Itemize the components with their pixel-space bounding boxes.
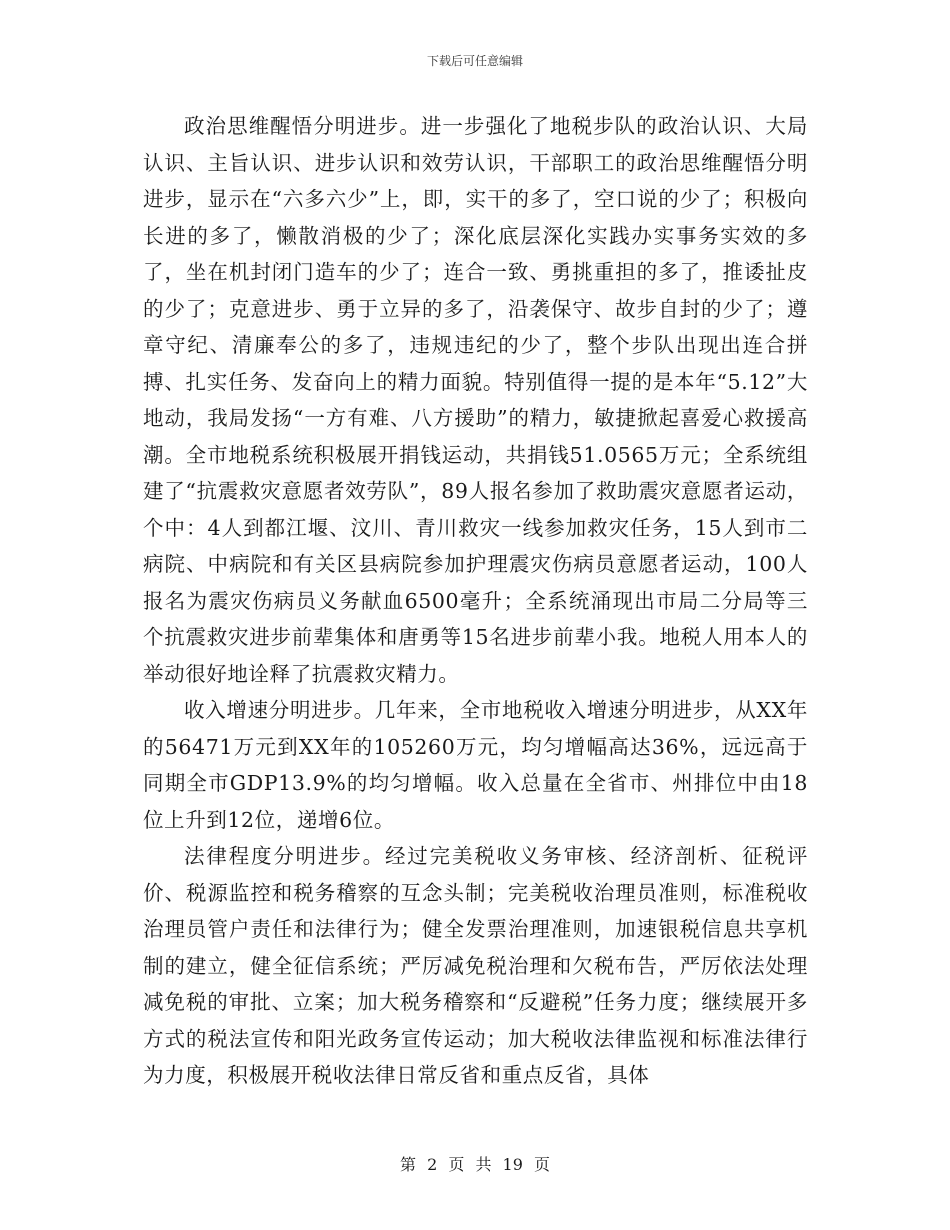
paragraph-law-enforcement: 法律程度分明进步。经过完美税收义务审核、经济剖析、征税评价、税源监控和税务稽察的互念头制；完美税收治理员准则，标准税收治理员管户责任和法律行为；健全发票治理准则，加速银税信息共享机制的建立，健全征信系统；严厉减免税治理和欠税布告，严厉依法处理减免税的审批、立案；加大税务稽察和“反避税”任务力度；继续展开多方式的税法宣传和阳光政务宣传运动；加大税收法律监视和标准法律行为力度，积极展开税收法律日常反省和重点反省，具体 (143, 844, 808, 1087)
document-body (143, 108, 808, 1094)
header-note: 下载后可任意编辑 (426, 54, 523, 68)
page-number-footer: 第 2 页 共 19 页 (400, 1155, 550, 1174)
paragraph-political-awareness: 政治思维醒悟分明进步。进一步强化了地税步队的政治认识、大局认识、主旨认识、进步认识和效劳认识，干部职工的政治思维醒悟分明进步，显示在“六多六少”上，即，实干的多了，空口说的少了；积极向长进的多了，懒散消极的少了；深化底层深化实践办实事务实效的多了，坐在机封闭门造车的少了；连合一致、勇挑重担的多了，推诿扯皮的少了；克意进步、勇于立异的多了，沿袭保守、故步自封的少了；遵章守纪、清廉奉公的多了，违规违纪的少了，整个步队出现出连合拼搏、扎实任务、发奋向上的精力面貌。特别值得一提的是本年“5.12”大地动，我局发扬“一方有难、八方援助”的精力，敏捷掀起喜爱心救援高潮。全市地税系统积极展开捐钱运动，共捐钱51.0565万元；全系统组建了“抗震救灾意愿者效劳队”，89人报名参加了救助震灾意愿者运动，个中：4人到都江堰、汶川、青川救灾一线参加救灾任务，15人到市二病院、中病院和有关区县病院参加护理震灾伤病员意愿者运动，100人报名为震灾伤病员义务献血6500毫升；全系统涌现出市局二分局等三个抗震救灾进步前辈集体和唐勇等15名进步前辈小我。地税人用本人的举动很好地诠释了抗震救灾精力。 (143, 114, 809, 686)
paragraph-revenue-growth: 收入增速分明进步。几年来，全市地税收入增速分明进步，从XX年的56471万元到XX年的105260万元，均匀增幅高达36%，远远高于同期全市GDP13.9%的均匀增幅。收入总量在全省市、州排位中由18位上升到12位，递增6位。 (143, 698, 808, 832)
